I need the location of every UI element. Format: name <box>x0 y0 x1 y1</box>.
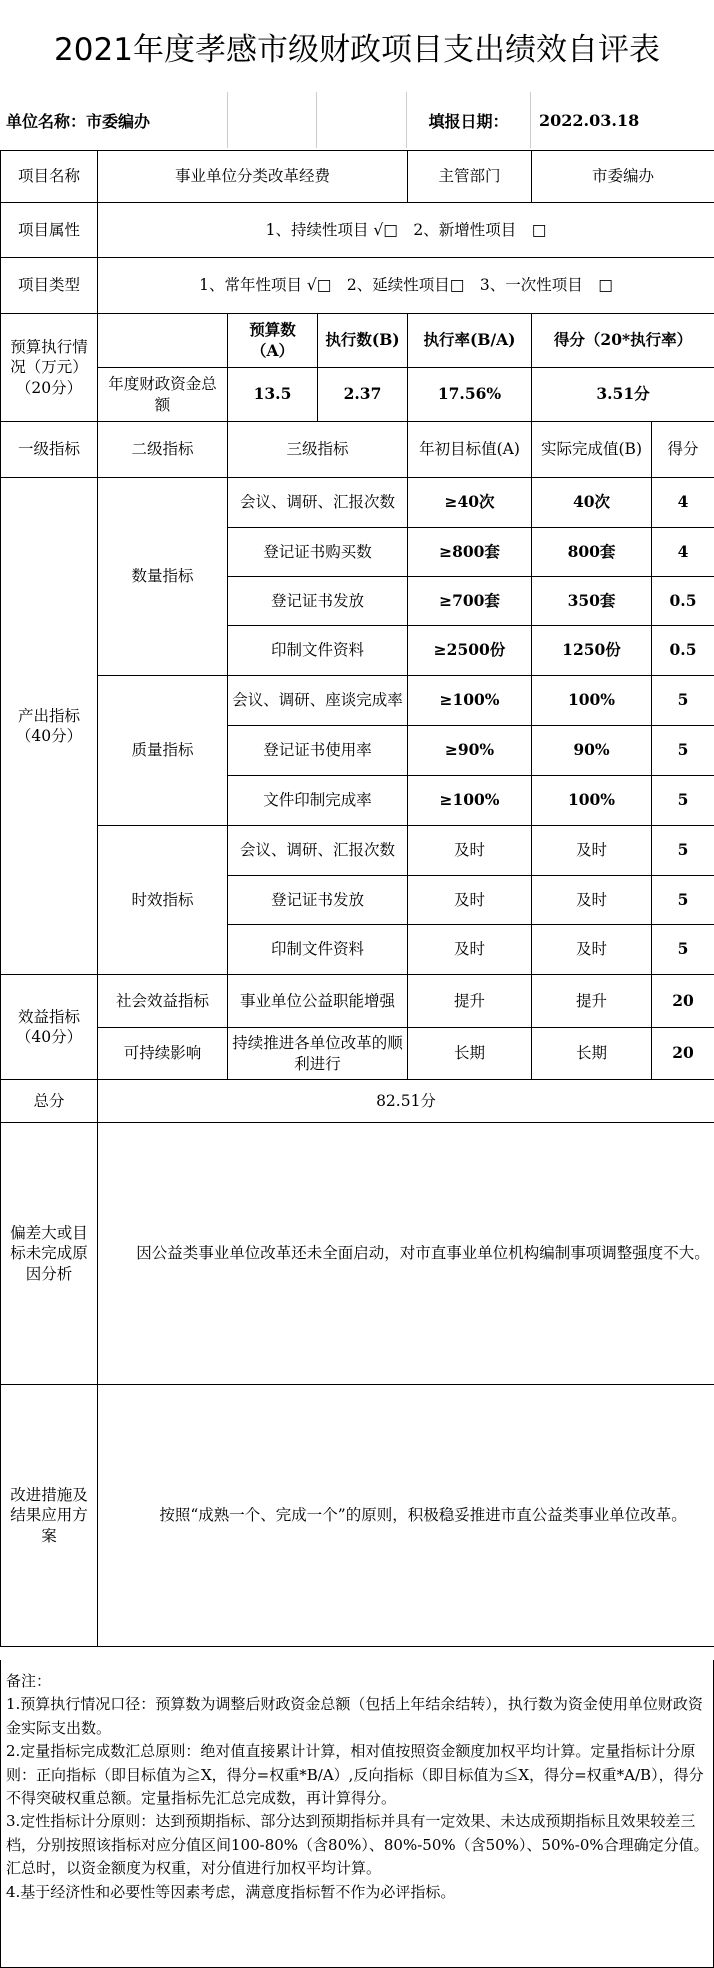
date-label: 填报日期： <box>407 92 531 148</box>
indicator-target: ≥40次 <box>408 478 532 528</box>
indicator-actual: 350套 <box>532 577 652 626</box>
budget-blank <box>98 314 228 368</box>
indicator-actual: 100% <box>532 676 652 726</box>
indicator-name: 会议、调研、座谈完成率 <box>228 676 408 726</box>
indicator-actual: 100% <box>532 776 652 826</box>
indicator-actual: 及时 <box>532 826 652 876</box>
indicator-target: 提升 <box>408 975 532 1028</box>
budget-col-score: 得分（20*执行率） <box>532 314 714 368</box>
indicator-score: 0.5 <box>652 626 714 676</box>
deviation-label: 偏差大或目标未完成原因分析 <box>1 1123 98 1385</box>
form-header <box>0 92 714 148</box>
budget-value: 13.5 <box>228 368 318 422</box>
project-name-value: 事业单位分类改革经费 <box>98 151 408 203</box>
project-type-value: 1、常年性项目 √□ 2、延续性项目□ 3、一次性项目 □ <box>98 258 714 314</box>
quality-label: 质量指标 <box>98 676 228 826</box>
indicator-actual: 提升 <box>532 975 652 1028</box>
indicator-score: 4 <box>652 478 714 528</box>
rate-value: 17.56% <box>408 368 532 422</box>
improvement-text: 按照“成熟一个、完成一个”的原则，积极稳妥推进市直公益类事业单位改革。 <box>98 1385 714 1647</box>
note-item: 4.基于经济性和必要性等因素考虑，满意度指标暂不作为必评指标。 <box>6 1882 456 1901</box>
col-score: 得分 <box>652 422 714 478</box>
indicator-score: 5 <box>652 676 714 726</box>
evaluation-table <box>0 150 714 1647</box>
total-label: 总分 <box>1 1080 98 1123</box>
indicator-score: 20 <box>652 975 714 1028</box>
col-level1: 一级指标 <box>1 422 98 478</box>
indicator-actual: 800套 <box>532 528 652 577</box>
col-target: 年初目标值(A) <box>408 422 532 478</box>
indicator-score: 4 <box>652 528 714 577</box>
project-type-label: 项目类型 <box>1 258 98 314</box>
indicator-actual: 90% <box>532 726 652 776</box>
indicator-target: ≥100% <box>408 776 532 826</box>
indicator-name: 印制文件资料 <box>228 925 408 975</box>
budget-col-budget: 预算数（A） <box>228 314 318 368</box>
budget-col-exec: 执行数(B) <box>318 314 408 368</box>
indicator-actual: 及时 <box>532 876 652 925</box>
project-attr-value: 1、持续性项目 √□ 2、新增性项目 □ <box>98 203 714 258</box>
indicator-name: 会议、调研、汇报次数 <box>228 826 408 876</box>
benefit-label: 效益指标（40分） <box>1 975 98 1080</box>
indicator-name: 登记证书使用率 <box>228 726 408 776</box>
date-value: 2022.03.18 <box>539 110 640 130</box>
budget-score-value: 3.51分 <box>532 368 714 422</box>
indicator-score: 5 <box>652 876 714 925</box>
indicator-name: 登记证书发放 <box>228 577 408 626</box>
indicator-score: 5 <box>652 776 714 826</box>
indicator-name: 持续推进各单位改革的顺利进行 <box>228 1028 408 1080</box>
indicator-actual: 1250份 <box>532 626 652 676</box>
deviation-text: 因公益类事业单位改革还未全面启动，对市直事业单位机构编制事项调整强度不大。 <box>98 1123 714 1385</box>
output-label: 产出指标（40分） <box>1 478 98 975</box>
indicator-actual: 及时 <box>532 925 652 975</box>
benefit-level2: 可持续影响 <box>98 1028 228 1080</box>
indicator-target: 长期 <box>408 1028 532 1080</box>
quantity-label: 数量指标 <box>98 478 228 676</box>
header-blank-1 <box>228 92 317 148</box>
indicator-target: 及时 <box>408 876 532 925</box>
unit-name: 单位名称：市委编办 <box>0 92 228 148</box>
exec-value: 2.37 <box>318 368 408 422</box>
budget-row-label: 年度财政资金总额 <box>98 368 228 422</box>
col-level3: 三级指标 <box>228 422 408 478</box>
indicator-name: 印制文件资料 <box>228 626 408 676</box>
note-item: 1.预算执行情况口径：预算数为调整后财政资金总额（包括上年结余结转），执行数为资金使用单位财政资金实际支出数。 <box>6 1695 703 1737</box>
indicator-target: ≥2500份 <box>408 626 532 676</box>
indicator-score: 20 <box>652 1028 714 1080</box>
note-item: 2.定量指标完成数汇总原则：绝对值直接累计计算，相对值按照资金额度加权平均计算。定量指标计分原则：正向指标（即目标值为≧X，得分=权重*B/A）,反向指标（即目标值为≦X，得分=权重*A/B），得分不得突破权重总额。定量指标先汇总完成数，再计算得分。 <box>6 1742 704 1807</box>
indicator-score: 0.5 <box>652 577 714 626</box>
indicator-score: 5 <box>652 925 714 975</box>
project-attr-label: 项目属性 <box>1 203 98 258</box>
col-level2: 二级指标 <box>98 422 228 478</box>
dept-value: 市委编办 <box>532 151 714 203</box>
indicator-target: ≥800套 <box>408 528 532 577</box>
timeliness-label: 时效指标 <box>98 826 228 975</box>
header-blank-2 <box>317 92 407 148</box>
indicator-name: 事业单位公益职能增强 <box>228 975 408 1028</box>
improvement-label: 改进措施及结果应用方案 <box>1 1385 98 1647</box>
indicator-actual: 长期 <box>532 1028 652 1080</box>
notes-section <box>0 1660 714 1968</box>
indicator-score: 5 <box>652 826 714 876</box>
col-actual: 实际完成值(B) <box>532 422 652 478</box>
total-value: 82.51分 <box>98 1080 714 1123</box>
indicator-target: ≥700套 <box>408 577 532 626</box>
project-name-label: 项目名称 <box>1 151 98 203</box>
indicator-name: 会议、调研、汇报次数 <box>228 478 408 528</box>
page-title: 2021年度孝感市级财政项目支出绩效自评表 <box>54 31 660 68</box>
indicator-name: 登记证书购买数 <box>228 528 408 577</box>
indicator-target: 及时 <box>408 826 532 876</box>
indicator-target: ≥90% <box>408 726 532 776</box>
indicator-target: 及时 <box>408 925 532 975</box>
indicator-score: 5 <box>652 726 714 776</box>
budget-col-rate: 执行率(B/A) <box>408 314 532 368</box>
budget-label: 预算执行情况（万元）（20分） <box>1 314 98 422</box>
indicator-name: 登记证书发放 <box>228 876 408 925</box>
note-item: 3.定性指标计分原则：达到预期指标、部分达到预期指标并具有一定效果、未达成预期指标且效果较差三档，分别按照该指标对应分值区间100-80%（含80%）、80%-50%（含50%）、50%-0%合理确定分值。汇总时，以资金额度为权重，对分值进行加权平均计算。 <box>6 1812 709 1878</box>
benefit-level2: 社会效益指标 <box>98 975 228 1028</box>
indicator-target: ≥100% <box>408 676 532 726</box>
indicator-actual: 40次 <box>532 478 652 528</box>
dept-label: 主管部门 <box>408 151 532 203</box>
notes-heading: 备注： <box>6 1672 52 1690</box>
indicator-name: 文件印制完成率 <box>228 776 408 826</box>
